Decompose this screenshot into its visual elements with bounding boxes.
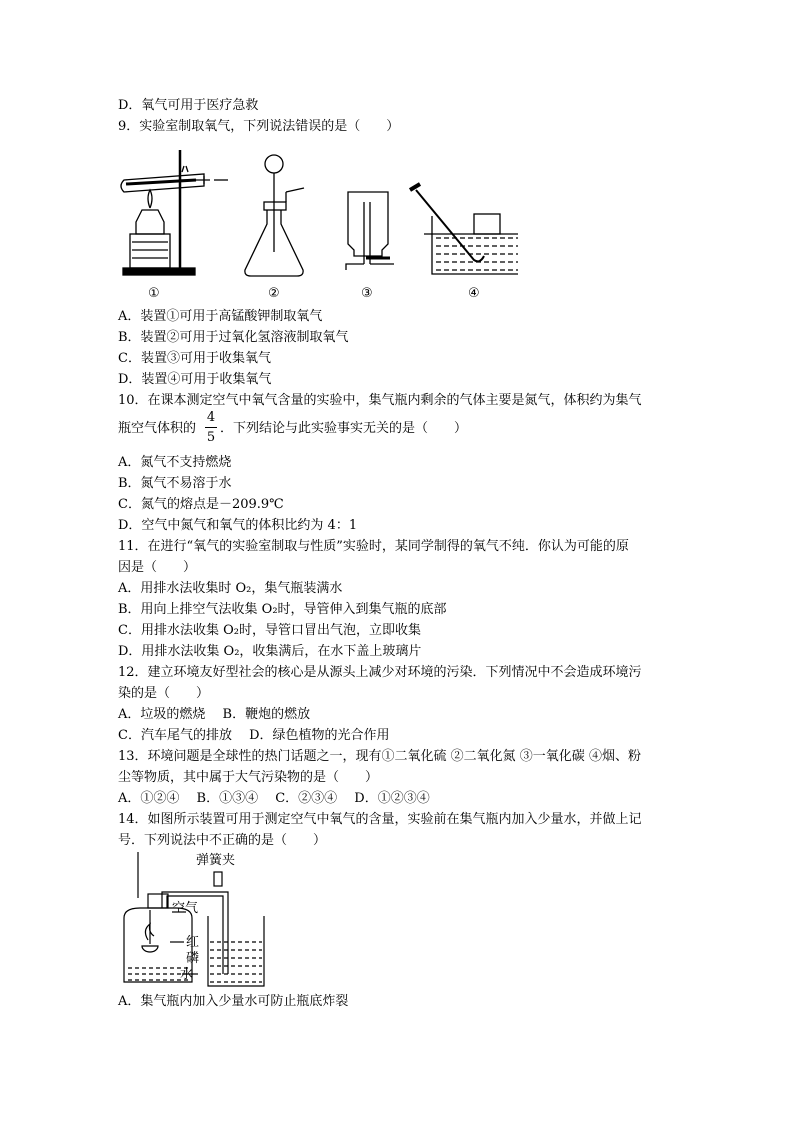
label-spring-clip: 弹簧夹: [196, 853, 236, 868]
fig9-label-4: ④: [468, 286, 480, 301]
q11-stem-1: 11．在进行“氧气的实验室制取与性质”实验时，某同学制得的氧气不纯．你认为可能的原: [118, 539, 629, 554]
q11-stem-2: 因是（ ）: [118, 560, 197, 575]
label-phosphorus-2: 磷: [186, 951, 200, 966]
q9-apparatus-figure: [118, 142, 518, 304]
q10-stem-1: 10．在课本测定空气中氧气含量的实验中，集气瓶内剩余的气体主要是氮气，体积约为集气: [118, 393, 642, 408]
q10-option-b: B．氮气不易溶于水: [118, 476, 232, 491]
label-air: 空气: [172, 901, 199, 916]
q12-options-cd: C．汽车尾气的排放 D．绿色植物的光合作用: [118, 728, 390, 743]
q12-stem-1: 12．建立环境友好型社会的核心是从源头上减少对环境的污染．下列情况中不会造成环境污: [118, 665, 642, 680]
q9-stem: 9．实验室制取氧气，下列说法错误的是（ ）: [118, 119, 400, 134]
q14-apparatus-figure: [118, 850, 278, 992]
fig9-label-3: ③: [361, 286, 373, 301]
q10-option-d: D．空气中氮气和氧气的体积比约为 4：1: [118, 518, 358, 533]
q11-option-b: B．用向上排空气法收集 O₂时，导管伸入到集气瓶的底部: [118, 602, 447, 617]
q10-option-c: C．氮气的熔点是－209.9℃: [118, 497, 284, 512]
q9-option-d: D．装置④可用于收集氧气: [118, 372, 272, 387]
fig9-label-2: ②: [268, 286, 280, 301]
apparatus-1: [121, 150, 228, 275]
label-water: 水: [180, 967, 194, 982]
fraction-denominator: 5: [206, 430, 216, 445]
q12-stem-2: 染的是（ ）: [118, 686, 210, 701]
q11-option-d: D．用排水法收集 O₂，收集满后，在水下盖上玻璃片: [118, 644, 422, 659]
apparatus-3: [346, 192, 394, 270]
q9-option-b: B．装置②可用于过氧化氢溶液制取氧气: [118, 330, 349, 345]
q11-option-a: A．用排水法收集时 O₂，集气瓶装满水: [118, 581, 343, 596]
q10-option-a: A．氮气不支持燃烧: [118, 455, 232, 470]
apparatus-2: [245, 155, 304, 276]
fraction-numerator: 4: [206, 410, 216, 425]
q8-option-d: D．氧气可用于医疗急救: [118, 98, 259, 113]
q13-stem-1: 13．环境问题是全球性的热门话题之一，现有①二氧化硫 ②二氧化氮 ③一氧化碳 ④烟、粉: [118, 749, 641, 764]
q11-option-c: C．用排水法收集 O₂时，导管口冒出气泡，立即收集: [118, 623, 421, 638]
q14-stem-2: 号．下列说法中不正确的是（ ）: [118, 833, 327, 848]
fraction-bar: [205, 427, 217, 428]
q9-option-a: A．装置①可用于高锰酸钾制取氧气: [118, 309, 323, 324]
label-red-1: 红: [186, 935, 200, 950]
fig9-label-1: ①: [148, 286, 160, 301]
q14-stem-1: 14．如图所示装置可用于测定空气中氧气的含量，实验前在集气瓶内加入少量水，并做上记: [118, 812, 642, 827]
apparatus-4: [410, 184, 518, 274]
q14-option-a: A．集气瓶内加入少量水可防止瓶底炸裂: [118, 994, 349, 1009]
q13-stem-2: 尘等物质，其中属于大气污染物的是（ ）: [118, 770, 379, 785]
q12-options-ab: A．垃圾的燃烧 B．鞭炮的燃放: [118, 707, 311, 722]
q13-options: A．①②④ B．①③④ C．②③④ D．①②③④: [118, 791, 430, 806]
q9-option-c: C．装置③可用于收集氧气: [118, 351, 271, 366]
q10-stem-2b: ．下列结论与此实验事实无关的是（ ）: [220, 421, 468, 436]
q10-stem-2a: 瓶空气体积的: [118, 421, 197, 436]
